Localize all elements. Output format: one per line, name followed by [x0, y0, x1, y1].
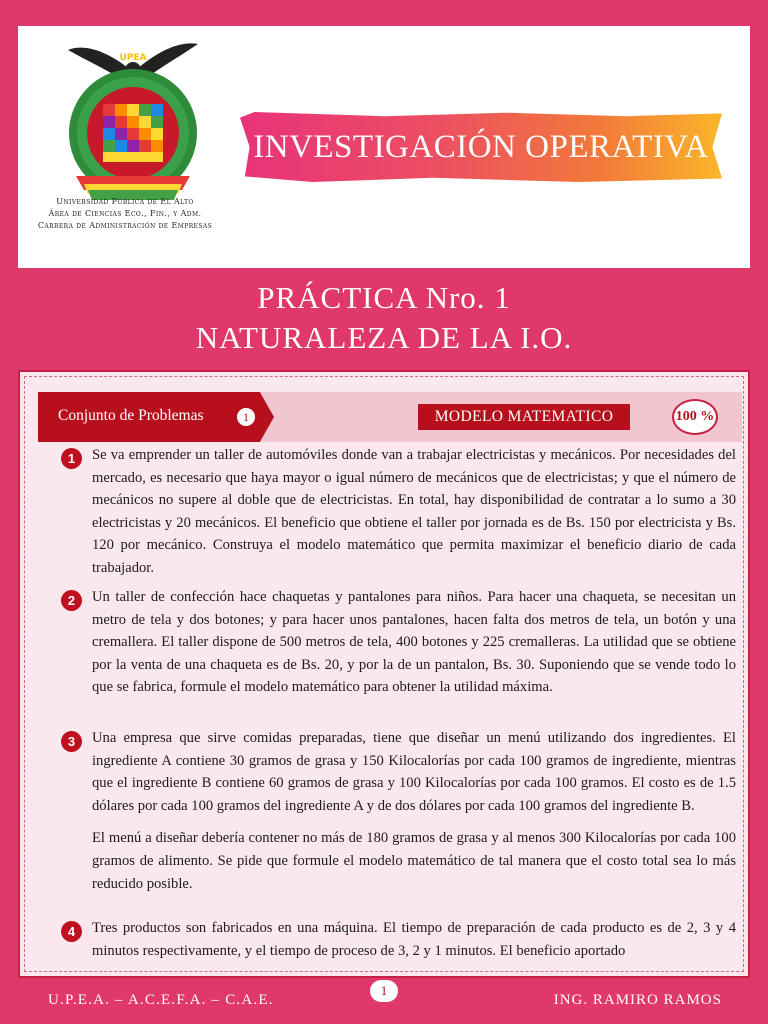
problem-4	[92, 917, 736, 962]
problem-number-badge: 2	[61, 590, 82, 611]
section-number-badge: 1	[237, 408, 255, 426]
university-line: Carrera de Administración de Empresas	[37, 221, 213, 230]
page-number: 1	[370, 980, 398, 1002]
problem-number-badge: 1	[61, 448, 82, 469]
practice-title-line2: NATURALEZA DE LA I.O.	[195, 320, 573, 355]
percent-badge: 100 %	[672, 399, 718, 435]
practice-title-line1: PRÁCTICA Nro. 1	[257, 280, 511, 315]
problem-number-badge: 3	[61, 731, 82, 752]
footer-author: ING. RAMIRO RAMOS	[553, 992, 722, 1008]
problem-3	[92, 727, 736, 895]
problem-paragraph: Un taller de confección hace chaquetas y pantalones para niños. Para hacer una chaqueta, se necesitan un metro de tela y dos botones; y para hacer unos pantalones, hacen falta dos metros de tela, un botón y una cremallera. El taller dispone de 500 metros de tela, 400 botones y 225 cremalleras. La utilidad que se obtiene por la venta de una chaqueta es de Bs. 20, y por la de un pantalon, Bs. 30. Suponiendo que se vende todo lo que se fabrica, formule el modelo matemático para obtener la utilidad máxima.	[92, 589, 736, 696]
problem-number-badge: 4	[61, 921, 82, 942]
problem-paragraph: El menú a diseñar debería contener no más de 180 gramos de grasa y al menos 300 Kilocalorías por cada 100 gramos de alimento. Se pide que formule el modelo matemático de tal manera que el costo total sea lo más reducido posible.	[92, 830, 736, 892]
logo-text: UPEA	[119, 53, 147, 63]
footer-institution: U.P.E.A. – A.C.E.F.A. – C.A.E.	[48, 992, 274, 1008]
problem-2	[92, 586, 736, 699]
course-title: INVESTIGACIÓN OPERATIVA	[253, 129, 709, 165]
problem-paragraph: Una empresa que sirve comidas preparadas, tiene que diseñar un menú utilizando dos ingredientes. El ingrediente A contiene 30 gramos de grasa y 150 Kilocalorías por cada 100 gramos de ingrediente, mientras que el ingrediente B contiene 60 gramos de grasa y 100 Kilocalorías por cada 100 gramos. El costo es de 1.5 dólares por cada 100 gramos del ingrediente A y de dos dólares por cada 100 gramos del ingrediente B.	[92, 730, 736, 814]
section-label: Conjunto de Problemas	[58, 407, 204, 424]
university-lines	[20, 196, 230, 232]
university-line: Universidad Pública de El Alto	[56, 197, 194, 206]
model-label: MODELO MATEMATICO	[418, 404, 630, 430]
practice-title	[0, 278, 768, 358]
problem-paragraph: Tres productos son fabricados en una máquina. El tiempo de preparación de cada producto es de 2, 3 y 4 minutos respectivamente, y el tiempo de proceso de 3, 2 y 1 minutos. El beneficio aportado	[92, 920, 736, 959]
university-line: Área de Ciencias Eco., Fin., y Adm.	[48, 209, 202, 218]
university-logo	[58, 38, 208, 208]
problem-paragraph: Se va emprender un taller de automóviles donde van a trabajar electricistas y mecánicos. Por necesidades del mercado, es necesario que haya mayor o igual número de mecánicos que de electricistas; y que el número de mecánicos no supere al doble que de electricistas. En total, hay disponibilidad de contratar a lo sumo a 30 electricistas y 20 mecánicos. El beneficio que obtiene el taller por jornada es de Bs. 150 por electricista y Bs. 120 por mecánico. Construya el modelo matemático que permita maximizar el beneficio diario de cada trabajador.	[92, 447, 736, 576]
problem-1	[92, 444, 736, 580]
